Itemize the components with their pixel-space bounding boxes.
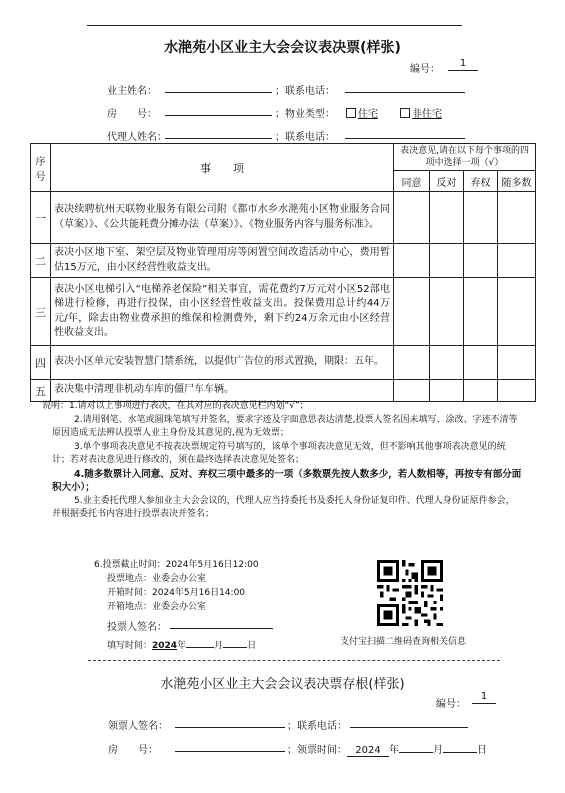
row-number: 四 <box>31 346 51 380</box>
room-field[interactable] <box>165 103 272 116</box>
note-6-deadline: 6.投票截止时间：2024年5月16日12:00 <box>94 560 259 570</box>
month-unit: 月 <box>214 641 224 651</box>
qr-code-icon[interactable] <box>377 560 443 626</box>
row-item: 表决小区电梯引入“电梯养老保险”相关事宜，需花费约7万元对小区52部电梯进行检修，再进行投保，由小区经营性收益支出。投保费用总计约44万元/年，除去由物业费承担的维保和检测费外，剩下约24万余元由小区经营性收益支出。 <box>51 278 394 346</box>
table-row <box>31 380 536 402</box>
note-3: 3.单个事项表决意见不按表决票规定符号填写的，该单个事项表决意见无效，但不影响其他事项表决意见的统计；若对表决意见进行修改的，须在最终选择表决意见处签名； <box>52 441 506 465</box>
vote-place: 投票地点：业委会办公室 <box>107 574 207 584</box>
row-item: 表决续聘杭州天联物业服务有限公司附《都市水乡水滟苑小区物业服务合同（草案）》、《公共能耗费分摊办法（草案）》、《物业服务内容与服务标准》。 <box>51 192 394 244</box>
vote-cell-oppose[interactable] <box>430 346 464 380</box>
serial-label: 编号： <box>410 64 440 75</box>
stub-day-unit: 日 <box>477 745 487 756</box>
sep-3: ； <box>275 132 285 143</box>
vote-cell-agree[interactable] <box>394 380 430 402</box>
stub-title: 水滟苑小区业主大会会议表决票存根(样张) <box>160 677 405 692</box>
fill-time-row <box>107 637 256 651</box>
vote-instruction: 表决意见,请在以下每个事项的四项中选择一项（√） <box>394 144 536 171</box>
stub-room-label: 房 号： <box>108 745 158 756</box>
qr-caption: 支付宝扫描二维码查询相关信息 <box>340 637 467 647</box>
vote-cell-agree[interactable] <box>394 244 430 278</box>
voting-table <box>30 143 536 402</box>
option-abstain-header: 弃权 <box>464 171 498 192</box>
vote-cell-abstain[interactable] <box>464 192 498 244</box>
vote-cell-oppose[interactable] <box>430 380 464 402</box>
stub-phone-label: 联系电话： <box>297 721 347 732</box>
vote-cell-agree[interactable] <box>394 346 430 380</box>
vote-cell-majority[interactable] <box>498 192 536 244</box>
stub-sep-1: ； <box>287 721 297 732</box>
agent-name-field[interactable] <box>165 126 272 139</box>
owner-name-field[interactable] <box>165 80 272 93</box>
stub-serial-value: 1 <box>480 691 488 702</box>
residential-label: 住宅 <box>358 109 378 120</box>
vote-cell-majority[interactable] <box>498 380 536 402</box>
day-unit: 日 <box>247 641 257 651</box>
property-type-label: 物业类型： <box>285 109 335 120</box>
agent-phone-label: 联系电话： <box>285 132 335 143</box>
vote-cell-abstain[interactable] <box>464 346 498 380</box>
row-item: 表决集中清理非机动车库的僵尸车车辆。 <box>51 380 394 402</box>
col-item-header: 事 项 <box>51 144 394 192</box>
ballot-title: 水滟苑小区业主大会会议表决票(样张) <box>164 40 401 56</box>
vote-cell-oppose[interactable] <box>430 278 464 346</box>
row-number: 一 <box>31 192 51 244</box>
type-nonresidential-option[interactable] <box>400 105 442 120</box>
contact-phone-field[interactable] <box>345 80 465 93</box>
row-number: 三 <box>31 278 51 346</box>
stub-sep-2: ； <box>287 745 297 756</box>
stub-room-field[interactable] <box>175 739 285 752</box>
day-field[interactable] <box>223 637 247 648</box>
serial-field[interactable] <box>448 58 478 71</box>
sep-1: ； <box>275 86 285 97</box>
table-row <box>31 278 536 346</box>
type-residential-option[interactable] <box>346 105 378 120</box>
stub-receive-time-row <box>297 741 487 757</box>
table-row <box>31 244 536 278</box>
sep-2: ； <box>275 109 285 120</box>
agent-phone-field[interactable] <box>345 126 465 139</box>
vote-cell-agree[interactable] <box>394 192 430 244</box>
stub-month-field[interactable] <box>399 741 433 753</box>
agent-name-label: 代理人姓名： <box>107 132 167 143</box>
vote-cell-abstain[interactable] <box>464 278 498 346</box>
option-oppose-header: 反对 <box>430 171 464 192</box>
stub-day-field[interactable] <box>443 741 477 753</box>
year-unit: 年 <box>177 641 187 651</box>
option-majority-header: 随多数 <box>498 171 536 192</box>
note-2: 2.请用钢笔、水笔或圆珠笔填写并签名，要求字迹及字面意思表达清楚,投票人签名因未填写、涂改、字迹不清等原因造成无法辨认投票人业主身份及其意见的,视为无效票； <box>52 414 518 438</box>
nonresidential-label: 非住宅 <box>412 109 442 120</box>
table-row <box>31 346 536 380</box>
vote-cell-majority[interactable] <box>498 346 536 380</box>
contact-phone-label: 联系电话： <box>285 86 335 97</box>
col-seq-header: 序号 <box>31 144 51 192</box>
stub-month-unit: 月 <box>433 745 443 756</box>
nonresidential-checkbox[interactable] <box>400 108 410 118</box>
stub-receiver-field[interactable] <box>175 715 285 728</box>
stub-receive-time-label: 领票时间： <box>297 745 347 756</box>
row-number: 二 <box>31 244 51 278</box>
month-field[interactable] <box>186 637 214 648</box>
row-item: 表决小区地下室、架空层及物业管理用房等闲置空间改造活动中心，费用暂估15万元，由小区经营性收益支出。 <box>51 244 394 278</box>
open-time: 开箱时间：2024年5月16日14:00 <box>107 588 246 598</box>
signer-field[interactable] <box>170 616 273 629</box>
open-place: 开箱地点：业委会办公室 <box>107 602 207 612</box>
option-agree-header: 同意 <box>394 171 430 192</box>
instructions <box>42 400 522 522</box>
stub-serial-field[interactable] <box>472 691 496 704</box>
stub-year-unit: 年 <box>389 745 399 756</box>
vote-cell-oppose[interactable] <box>430 244 464 278</box>
signer-label: 投票人签名： <box>107 622 167 633</box>
vote-cell-majority[interactable] <box>498 278 536 346</box>
owner-name-label: 业主姓名： <box>107 86 157 97</box>
stub-receiver-label: 领票人签名： <box>108 721 168 732</box>
vote-cell-abstain[interactable] <box>464 380 498 402</box>
stub-phone-field[interactable] <box>350 715 468 728</box>
vote-cell-oppose[interactable] <box>430 192 464 244</box>
row-item: 表决小区单元安装智慧门禁系统，以提供广告位的形式置换，期限：五年。 <box>51 346 394 380</box>
row-number: 五 <box>31 380 51 402</box>
note-4: 4.随多数票计入同意、反对、弃权三项中最多的一项（多数票先按人数多少，若人数相等，再按专有部分面积大小）； <box>52 468 522 493</box>
fill-year[interactable]: 2024 <box>152 641 178 651</box>
vote-cell-majority[interactable] <box>498 244 536 278</box>
vote-cell-agree[interactable] <box>394 278 430 346</box>
stub-year[interactable]: 2024 <box>347 745 389 757</box>
top-rule <box>87 25 462 26</box>
tear-line <box>88 660 500 661</box>
room-label: 房 号： <box>107 109 157 120</box>
serial-value: 1 <box>459 58 467 69</box>
note-1: 说明：1.请对以上事项进行表决，在其对应的表决意见栏内划“√”； <box>42 401 309 411</box>
vote-cell-abstain[interactable] <box>464 244 498 278</box>
fill-time-label: 填写时间： <box>107 641 153 651</box>
stub-serial-label: 编号： <box>436 699 466 710</box>
note-5: 5.业主委托代理人参加业主大会会议的，代理人应当持委托书及委托人身份证复印件、代理人身份证原件参会，并根据委托书内容进行投票表决并签名； <box>52 495 515 519</box>
table-row <box>31 192 536 244</box>
residential-checkbox[interactable] <box>346 108 356 118</box>
